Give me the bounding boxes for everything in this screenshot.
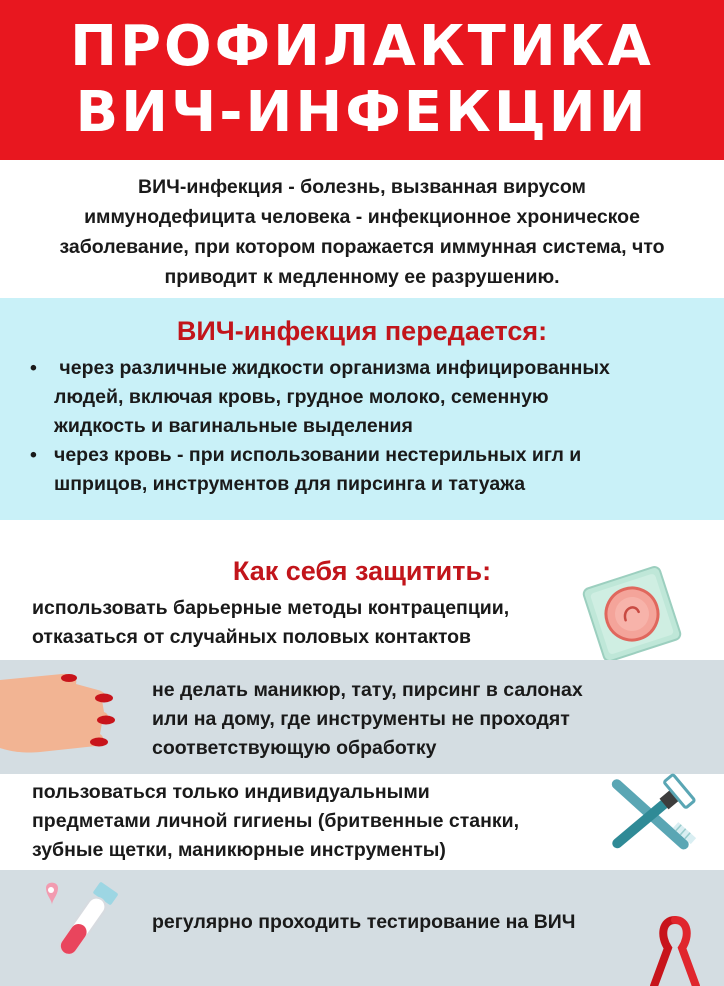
red-ribbon-icon [648, 916, 702, 986]
protection-item-hygiene [0, 774, 724, 870]
intro-definition [0, 160, 724, 298]
protection-text [152, 908, 652, 937]
transmission-title: ВИЧ-инфекция передается: [176, 316, 548, 346]
list-item-line: через различные жидкости организма инфицированных [54, 357, 610, 379]
manicured-hand-icon [0, 660, 130, 774]
protection-item-testing [0, 870, 724, 986]
protection-section [0, 520, 724, 660]
protection-line: использовать барьерные методы контрацепции, [32, 597, 510, 619]
list-item [30, 354, 702, 441]
condom-icon [576, 558, 688, 670]
page-title-line1: ПРОФИЛАКТИКА [70, 14, 654, 79]
protection-title: Как себя защитить: [232, 556, 492, 586]
list-item-line: людей, включая кровь, грудное молоко, семенную [54, 386, 549, 408]
list-item-line: через кровь - при использовании нестерильных игл и [54, 444, 582, 466]
intro-line: ВИЧ-инфекция - болезнь, вызванная вирусом [138, 176, 586, 198]
protection-text [152, 676, 692, 763]
protection-line: регулярно проходить тестирование на ВИЧ [152, 911, 576, 933]
blood-test-tube-icon [24, 876, 124, 976]
list-item [30, 441, 702, 499]
protection-line: пользоваться только индивидуальными [32, 781, 430, 803]
transmission-section [0, 298, 724, 520]
protection-line: зубные щетки, маникюрные инструменты) [32, 839, 446, 861]
transmission-list [30, 354, 702, 499]
protection-line: отказаться от случайных половых контактов [32, 626, 472, 648]
page-title-line2: ВИЧ-ИНФЕКЦИИ [75, 80, 649, 145]
bullet-icon: • [30, 444, 37, 466]
bullet-icon: • [30, 357, 37, 379]
toothbrush-razor-icon [590, 762, 712, 868]
poster-header [0, 0, 724, 160]
protection-line: соответствующую обработку [152, 737, 437, 759]
protection-text [32, 778, 592, 865]
protection-item-manicure [0, 660, 724, 774]
list-item-line: шприцов, инструментов для пирсинга и татуажа [54, 473, 526, 495]
protection-line: или на дому, где инструменты не проходят [152, 708, 570, 730]
intro-line: приводит к медленному ее разрушению. [164, 266, 560, 288]
list-item-line: жидкость и вагинальные выделения [54, 415, 413, 437]
protection-line: не делать маникюр, тату, пирсинг в салонах [152, 679, 583, 701]
intro-line: иммунодефицита человека - инфекционное хроническое [84, 206, 640, 228]
intro-line: заболевание, при котором поражается иммунная система, что [59, 236, 665, 258]
protection-item-barrier [32, 594, 592, 652]
protection-line: предметами личной гигиены (бритвенные станки, [32, 810, 520, 832]
